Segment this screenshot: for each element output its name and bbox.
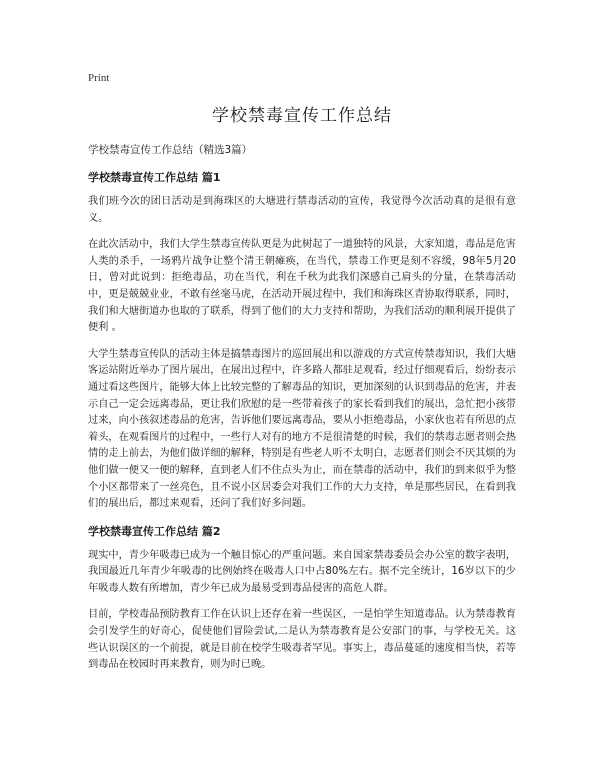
section-2	[88, 523, 516, 674]
paragraph: 在此次活动中，我们大学生禁毒宣传队更是为此树起了一道独特的风景，大家知道，毒品是危害人类的杀手，一场鸦片战争让整个清王朝瘫痪，在当代，禁毒工作更是刻不容缓，98年5月20日，曾对此说到：拒绝毒品，功在当代，利在千秋为此我们深感自己肩头的分量，在禁毒活动中，更是兢兢业业，不敢有丝毫马虎，在活动开展过程中，我们和海珠区青协取得联系，同时，我们和大塘街道办也取的了联系，得到了他们的大力支持和帮助，为我们活动的顺利展开提供了便利 。	[88, 239, 516, 334]
page-title: 学校禁毒宣传工作总结	[212, 106, 392, 126]
paragraph: 现实中，青少年吸毒已成为一个触目惊心的严重问题。来自国家禁毒委员会办公室的数字表明，我国最近几年青少年吸毒的比例始终在吸毒人口中占80%左右。据不完全统计，16岁以下的少年吸毒人数有所增加，青少年已成为最易受到毒品侵害的高危人群。	[88, 549, 516, 594]
paragraph: 大学生禁毒宣传队的活动主体是搞禁毒图片的巡回展出和以游戏的方式宣传禁毒知识，我们大塘客运站附近举办了图片展出，在展出过程中，许多路人都驻足观看，经过仔细观看后，纷纷表示通过看这些图片，能够大体上比较完整的了解毒品的知识，更加深刻的认识到毒品的危害，并表示自己一定会远离毒品，更让我们欣慰的是一些带着孩子的家长看到我们的展出，急忙把小孩带过来，向小孩叙述毒品的危害，告诉他们要远离毒品，要从小拒绝毒品，小家伙也若有所思的点着头，在观看图片的过程中，一些行人对有的地方不是很清楚的时候，我们的禁毒志愿者则会热情的走上前去，为他们做详细的解释，特别是有些老人听不太明白，志愿者们则会不厌其烦的为他们做一便又一便的解释，直到老人们不住点头为止，而在禁毒的活动中，我们的到来似乎为整个小区都带来了一丝亮色，且不说小区居委会对我们工作的大力支持，单是那些居民，在看到我们的展出后，都过来观看，还问了我们好多问题。	[88, 348, 516, 510]
document-page	[88, 70, 516, 684]
section-heading: 学校禁毒宣传工作总结 篇1	[88, 171, 221, 184]
paragraph: 目前，学校毒品预防教育工作在认识上还存在着一些误区，一是怕学生知道毒品。认为禁毒教育会引发学生的好奇心，促使他们冒险尝试,二是认为禁毒教育是公安部门的事，与学校无关。这些认识误区的一个前提，就是目前在校学生吸毒者罕见。事实上，毒品蔓延的速度相当快，若等到毒品在校园时再来教育，则为时已晚。	[88, 609, 516, 671]
document-subtitle: 学校禁毒宣传工作总结（精选3篇）	[88, 144, 253, 156]
print-link[interactable]: Print	[88, 72, 110, 84]
section-1	[88, 169, 516, 513]
paragraph: 我们班今次的团日活动是到海珠区的大塘进行禁毒活动的宣传，我觉得今次活动真的是很有意义。	[88, 196, 516, 224]
section-heading: 学校禁毒宣传工作总结 篇2	[88, 524, 221, 538]
